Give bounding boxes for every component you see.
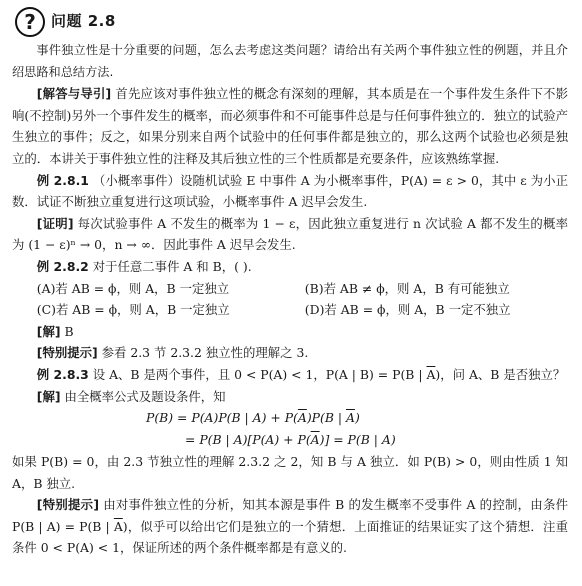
formula-part: )	[354, 410, 360, 426]
option-c: (C)若 AB = ϕ，则 A，B 一定独立	[36, 302, 230, 318]
example-text: （小概率事件）设随机试验 E 中事件 A 为小概率事件，P(A) = ε > 0，其中 ε 为小正数．试证不断独立重复进行这项试验，小概率事件 A 迟早会发生.	[12, 172, 568, 210]
conclusion-paragraph: 如果 P(B) = 0，由 2.3 节独立性的理解 2.3.2 之 2，知 B 与 A 独立．如 P(B) > 0，则由性质 1 知 A，B 独立.	[12, 454, 568, 491]
example-2-8-3	[12, 364, 568, 386]
problem-title: 问题 2.8	[51, 12, 116, 31]
hint-tag: [特别提示]	[36, 497, 99, 513]
formula-part: )] = P(B | A)	[319, 432, 396, 448]
answer-tag: [解]	[36, 323, 61, 339]
solution-tag: [解]	[36, 388, 61, 404]
answer-text: B	[64, 323, 74, 339]
example-text-after: )，问 A、B 是否独立？	[435, 366, 566, 382]
answer-paragraph	[12, 321, 568, 343]
a-complement: $\overline{A}$	[297, 410, 307, 426]
example-label: 例 2.8.3	[36, 366, 89, 382]
problem-header	[15, 4, 568, 40]
solution-paragraph	[12, 386, 568, 408]
option-a: (A)若 AB = ϕ，则 A，B 一定独立	[36, 280, 230, 296]
proof-tag: [证明]	[36, 215, 74, 231]
hint-text: 参看 2.3 节 2.3.2 独立性的理解之 3.	[101, 345, 309, 361]
guide-tag: [解答与导引]	[36, 86, 112, 102]
proof-paragraph	[12, 213, 568, 256]
example-label: 例 2.8.1	[36, 172, 89, 188]
problem-question: 事件独立性是十分重要的问题，怎么去考虑这类问题？请给出有关两个事件独立性的例题，并且介绍思路和总结方法.	[12, 43, 568, 79]
example-label: 例 2.8.2	[36, 258, 89, 274]
solution-text: 由全概率公式及题设条件，知	[64, 388, 226, 404]
formula-part: P(B) = P(A)P(B | A) + P(	[146, 410, 298, 426]
hint-tag: [特别提示]	[36, 345, 98, 361]
formula-line-1	[146, 407, 568, 429]
a-complement: $\overline{A}$	[426, 366, 436, 382]
question-circle-icon: ?	[15, 7, 45, 37]
a-complement: $\overline{A}$	[113, 518, 123, 534]
hint-paragraph	[12, 342, 568, 364]
formula-line-2	[146, 429, 568, 451]
choice-options	[12, 278, 568, 321]
example-2-8-1	[12, 170, 568, 213]
formula-part: = P(B | A)[P(A) + P(	[185, 432, 311, 448]
example-text-before: 设 A、B 是两个事件，且 0 < P(A) < 1，P(A | B) = P(B |	[92, 366, 427, 382]
formula-part: )P(B |	[306, 410, 346, 426]
option-d: (D)若 AB = ϕ，则 A，B 一定不独立	[304, 302, 511, 318]
example-2-8-2	[12, 256, 568, 278]
a-complement: $\overline{A}$	[346, 410, 355, 426]
proof-text: 每次试验事件 A 不发生的概率为 1 − ε，因此独立重复进行 n 次试验 A 都不发生的概率为 (1 − ε)ⁿ → 0，n → ∞．因此事件 A 迟早会发生.	[12, 215, 568, 253]
hint-text-b: )，似乎可以给出它们是独立的一个猜想．上面推证的结果证实了这个猜想．注重条件 0 < P(A) < 1，保证所述的两个条件概率都是有意义的.	[12, 518, 568, 556]
a-complement: $\overline{A}$	[310, 432, 320, 448]
special-hint-paragraph	[12, 494, 568, 559]
hint-text-a: 由对事件独立性的分析，知其本源是事件 B 的发生概率不受事件 A 的控制，由条件 P(B | A) = P(B |	[12, 497, 568, 534]
example-text: 对于任意二事件 A 和 B，( ).	[92, 258, 252, 274]
option-b: (B)若 AB ≠ ϕ，则 A，B 有可能独立	[304, 280, 510, 296]
guide-text: 首先应该对事件独立性的概念有深刻的理解，其本质是在一个事件发生条件下不影响(不控制)另外一个事件发生的概率，而必须事件和不可能事件总是与任何事件独立的．独立的试验产生独立的事件；反之，如果分别来自两个试验中的任何事件都是独立的，那么这两个试验也必须是独立的．本讲关于事件独立性的注释及其后独立性的三个性质都是充要条件，应该熟练掌握.	[12, 86, 569, 166]
guide-paragraph	[12, 83, 568, 169]
